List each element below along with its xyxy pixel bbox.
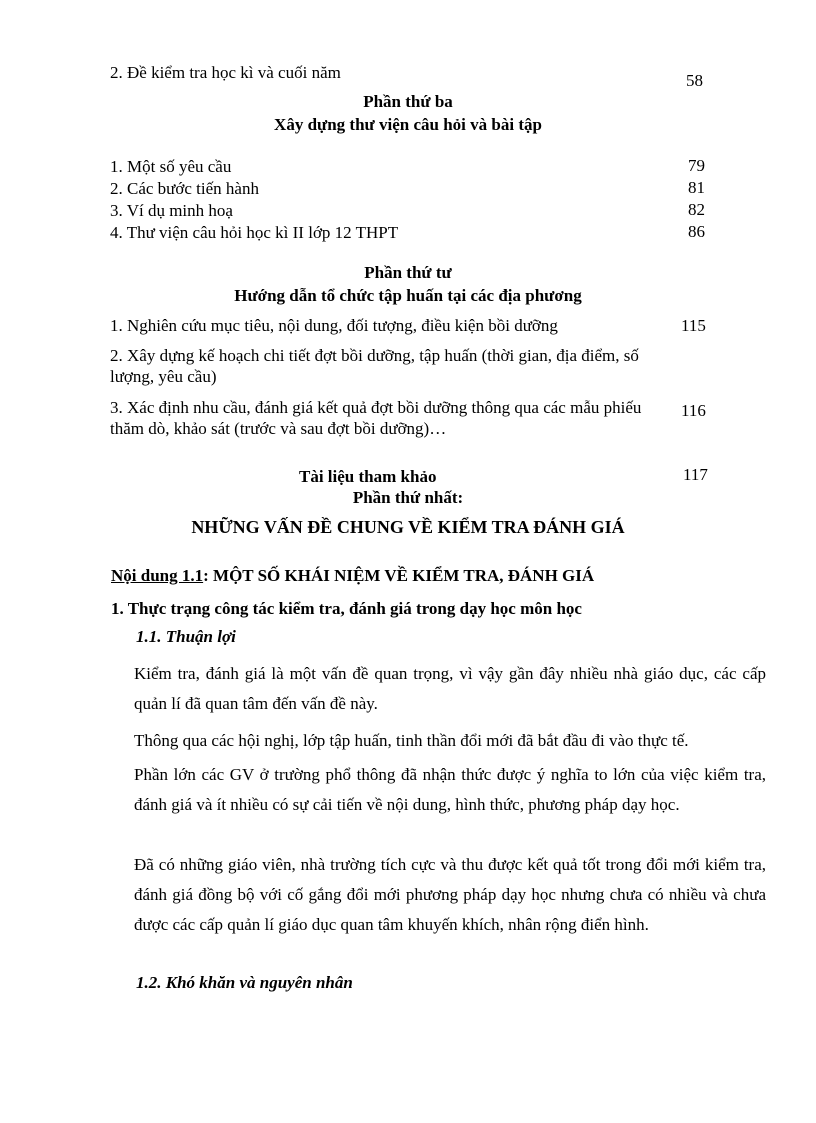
toc-page-58: 58 (686, 71, 703, 90)
content-label: Nội dung 1.1 (111, 566, 204, 585)
part3-subtitle: Xây dựng thư viện câu hỏi và bài tập (274, 115, 542, 134)
toc-page: 81 (688, 178, 705, 197)
toc-item: 1. Nghiên cứu mục tiêu, nội dung, đối tượng, điều kiện bồi dưỡng (110, 316, 558, 335)
part3-heading: Phần thứ ba (363, 92, 453, 111)
part4-subtitle: Hướng dẫn tổ chức tập huấn tại các địa phương (234, 286, 582, 305)
toc-item-de-kiem-tra: 2. Đề kiểm tra học kì và cuối năm (110, 63, 341, 82)
toc-item: 3. Xác định nhu cầu, đánh giá kết quả đợt bồi dưỡng thông qua các mẫu phiếu thăm dò, khảo sát (trước và sau đợt bồi dưỡng)… (110, 398, 642, 438)
toc-item: 2. Các bước tiến hành (110, 179, 259, 198)
section-1-heading: 1. Thực trạng công tác kiểm tra, đánh giá trong dạy học môn học (111, 599, 582, 618)
paragraph: Phần lớn các GV ở trường phổ thông đã nhận thức được ý nghĩa to lớn của việc kiểm tra, đánh giá và ít nhiều có sự cải tiến về nội dung, hình thức, phương pháp dạy học. (134, 765, 766, 814)
toc-item: 4. Thư viện câu hỏi học kì II lớp 12 THPT (110, 223, 399, 242)
paragraph: Kiểm tra, đánh giá là một vấn đề quan trọng, vì vậy gần đây nhiều nhà giáo dục, các cấp quản lí đã quan tâm đến vấn đề này. (134, 664, 766, 713)
part1-title: NHỮNG VẤN ĐỀ CHUNG VỀ KIỂM TRA ĐÁNH GIÁ (191, 517, 625, 537)
toc-item: 2. Xây dựng kế hoạch chi tiết đợt bồi dưỡng, tập huấn (thời gian, địa điểm, số lượng, yêu cầu) (110, 346, 639, 386)
content-header (111, 566, 594, 586)
subsection-1-1: 1.1. Thuận lợi (136, 627, 236, 646)
subsection-1-2: 1.2. Khó khăn và nguyên nhân (136, 973, 353, 992)
toc-page: 115 (681, 316, 706, 335)
paragraph: Thông qua các hội nghị, lớp tập huấn, tinh thần đổi mới đã bắt đầu đi vào thực tế. (134, 731, 689, 750)
paragraph: Đã có những giáo viên, nhà trường tích cực và thu được kết quả tốt trong đổi mới kiểm tra, đánh giá đồng bộ với cố gắng đổi mới phương pháp dạy học nhưng chưa có nhiều và chưa được các cấp quản lí giáo dục quan tâm khuyến khích, nhân rộng điển hình. (134, 855, 766, 934)
part4-heading: Phần thứ tư (364, 263, 452, 282)
references-page: 117 (683, 465, 708, 484)
toc-item: 1. Một số yêu cầu (110, 157, 232, 176)
toc-page: 86 (688, 222, 705, 241)
part1-heading: Phần thứ nhất: (352, 488, 464, 507)
toc-page: 79 (688, 156, 705, 175)
toc-item: 3. Ví dụ minh hoạ (110, 201, 233, 220)
content-title: : MỘT SỐ KHÁI NIỆM VỀ KIỂM TRA, ĐÁNH GIÁ (203, 566, 595, 585)
toc-page: 82 (688, 200, 705, 219)
references-label: Tài liệu tham khảo (299, 467, 437, 486)
toc-page: 116 (681, 401, 706, 420)
